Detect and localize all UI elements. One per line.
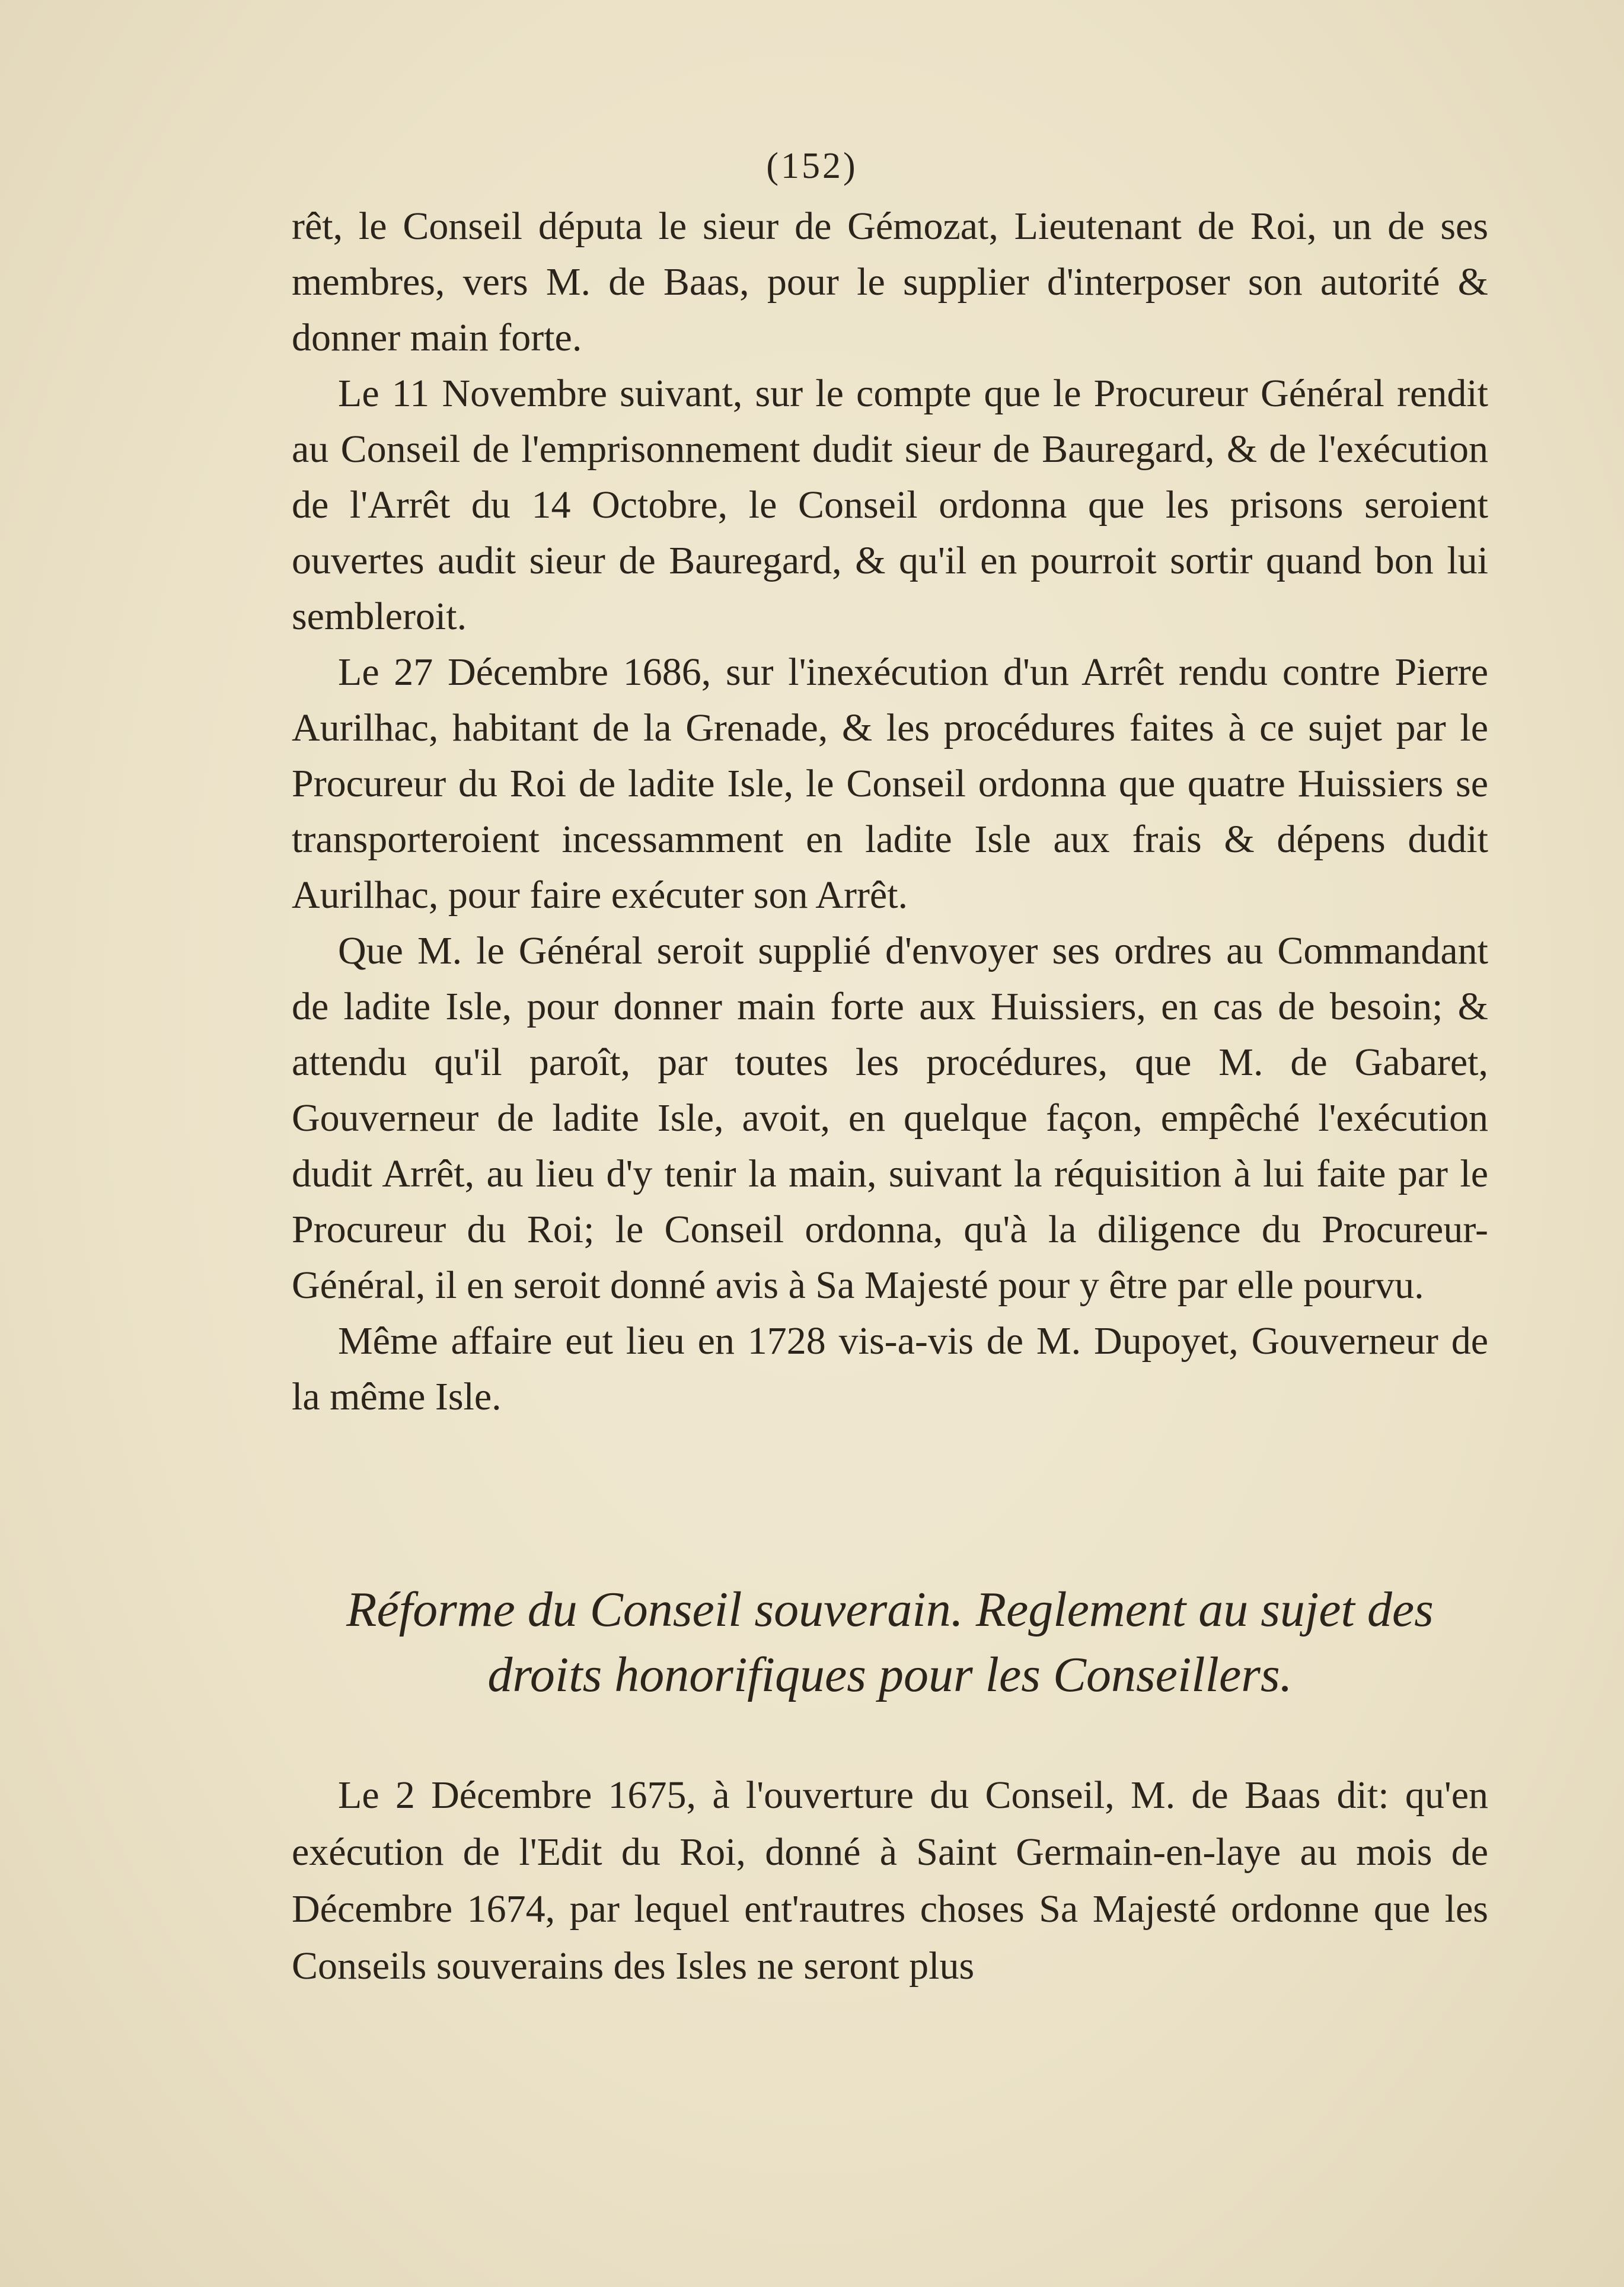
paragraph-2-decembre: Le 2 Décembre 1675, à l'ouverture du Conseil, M. de Baas dit: qu'en exécution de l'Edit du Roi, donné à Saint Germain-en-laye au mois de Décembre 1674, par lequel ent'rautres choses Sa Majesté ordonne que les Conseils souverains des Isles ne seront plus xyxy=(292,1774,1488,1988)
paragraph-meme-affaire: Même affaire eut lieu en 1728 vis-a-vis de M. Dupoyet, Gouverneur de la même Isle. xyxy=(292,1319,1488,1418)
body-text xyxy=(292,199,1488,1425)
paragraph-general-supplie: Que M. le Général seroit supplié d'envoyer ses ordres au Commandant de ladite Isle, pour donner main forte aux Huissiers, en cas de besoin; & attendu qu'il paroît, par toutes les procédures, que M. de Gabaret, Gouverneur de ladite Isle, avoit, en quelque façon, empêché l'exécution dudit Arrêt, au lieu d'y tenir la main, suivant la réquisition à lui faite par le Procureur du Roi; le Conseil ordonna, qu'à la diligence du Procureur-Général, il en seroit donné avis à Sa Majesté pour y être par elle pourvu. xyxy=(292,929,1488,1307)
section-body xyxy=(292,1767,1488,1995)
paragraph-27-decembre: Le 27 Décembre 1686, sur l'inexécution d'un Arrêt rendu contre Pierre Aurilhac, habitant de la Grenade, & les procédures faites à ce sujet par le Procureur du Roi de ladite Isle, le Conseil ordonna que quatre Huissiers se transporteroient incessamment en ladite Isle aux frais & dépens dudit Aurilhac, pour faire exécuter son Arrêt. xyxy=(292,650,1488,917)
section-heading: Réforme du Conseil souverain. Reglement au sujet des droits honorifiques pour les Conseillers. xyxy=(346,1582,1434,1702)
paragraph-continuation: rêt, le Conseil députa le sieur de Gémozat, Lieutenant de Roi, un de ses membres, vers M. de Baas, pour le supplier d'interposer son autorité & donner main forte. xyxy=(292,205,1488,359)
paragraph-11-novembre: Le 11 Novembre suivant, sur le compte que le Procureur Général rendit au Conseil de l'emprisonnement dudit sieur de Bauregard, & de l'exécution de l'Arrêt du 14 Octobre, le Conseil ordonna que les prisons seroient ouvertes audit sieur de Bauregard, & qu'il en pourroit sortir quand bon lui sembleroit. xyxy=(292,372,1488,638)
page-number: (152) xyxy=(766,146,858,186)
